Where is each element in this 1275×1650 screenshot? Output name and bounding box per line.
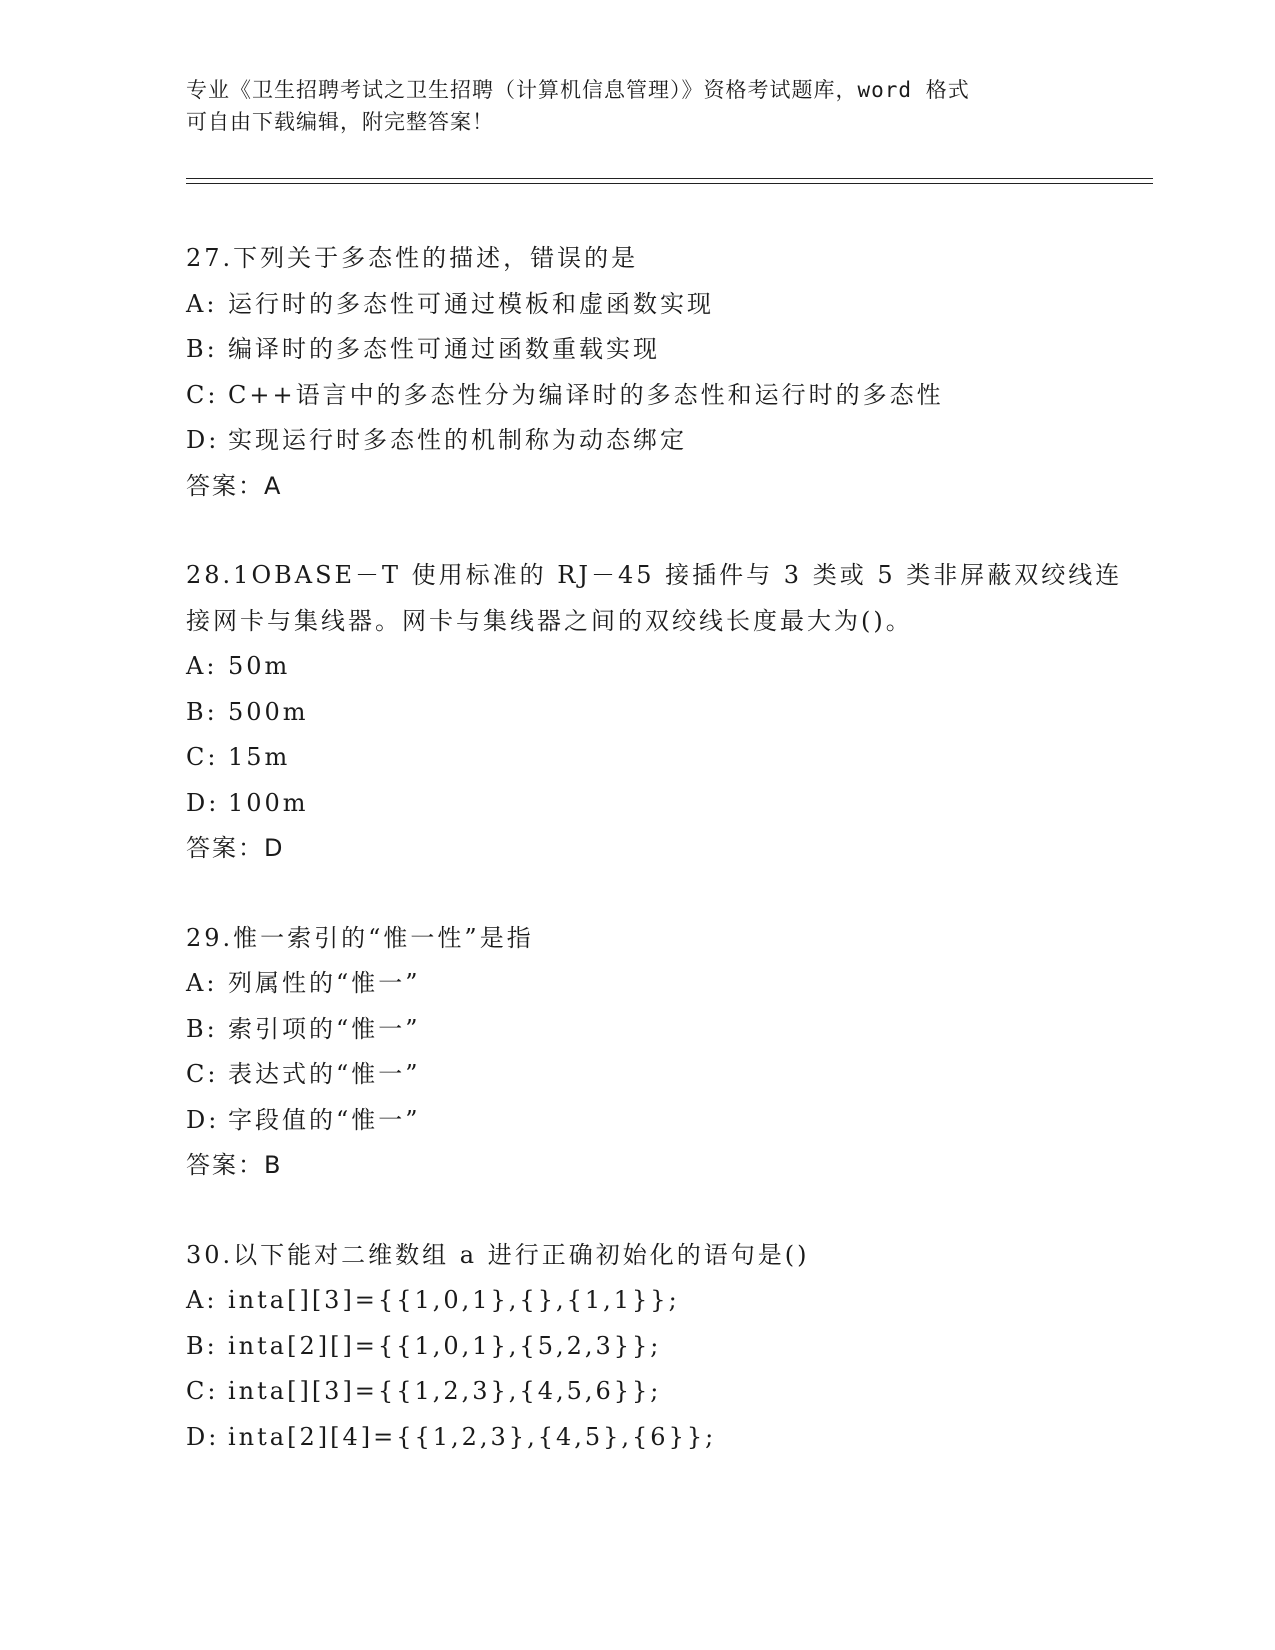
document-header [186, 74, 1086, 138]
option-letter: D: [186, 426, 220, 454]
option-text: 列属性的“惟一” [228, 969, 421, 997]
option-text: 索引项的“惟一” [228, 1014, 421, 1043]
option-letter: D: [186, 788, 220, 817]
option-text: 500m [228, 697, 309, 726]
option-text: 100m [228, 788, 309, 817]
option-text: 50m [228, 652, 291, 680]
option-letter: C: [186, 743, 219, 771]
option-letter: A: [186, 969, 218, 997]
option-text: 运行时的多态性可通过模板和虚函数实现 [228, 289, 714, 318]
question-29 [186, 916, 1186, 1189]
option-b[interactable] [186, 327, 1186, 373]
question-28 [186, 553, 1186, 872]
option-letter: A: [186, 652, 218, 680]
option-b[interactable] [186, 1324, 1186, 1370]
option-c[interactable] [186, 373, 1186, 419]
header-divider-bottom [186, 183, 1153, 184]
answer-label: 答案：B [186, 1151, 283, 1179]
option-letter: B: [186, 335, 218, 363]
question-30 [186, 1233, 1186, 1461]
option-letter: B: [186, 697, 218, 726]
option-text: 实现运行时多态性的机制称为动态绑定 [228, 426, 687, 454]
option-text: inta[2][4]={{1,2,3},{4,5},{6}}; [228, 1422, 717, 1451]
option-a[interactable] [186, 961, 1186, 1007]
option-letter: C: [186, 1060, 219, 1088]
option-text: 编译时的多态性可通过函数重载实现 [228, 335, 660, 363]
option-a[interactable] [186, 1278, 1186, 1324]
option-text: 表达式的“惟一” [228, 1060, 421, 1088]
option-d[interactable] [186, 1415, 1186, 1461]
option-d[interactable] [186, 1098, 1186, 1144]
answer-label: 答案：A [186, 471, 283, 500]
option-text: 15m [228, 743, 291, 771]
question-stem: 28.1OBASE－T 使用标准的 RJ－45 接插件与 3 类或 5 类非屏蔽双绞线连 [186, 561, 1123, 589]
question-stem-continued: 接网卡与集线器。网卡与集线器之间的双绞线长度最大为()。 [186, 606, 913, 635]
question-stem: 29.惟一索引的“惟一性”是指 [186, 923, 534, 952]
option-c[interactable] [186, 735, 1186, 781]
option-a[interactable] [186, 282, 1186, 328]
option-text: inta[][3]={{1,0,1},{},{1,1}}; [228, 1286, 680, 1314]
answer-label: 答案：D [186, 834, 285, 862]
option-letter: B: [186, 1331, 218, 1360]
option-b[interactable] [186, 1007, 1186, 1053]
option-d[interactable] [186, 418, 1186, 464]
option-c[interactable] [186, 1052, 1186, 1098]
option-letter: A: [186, 289, 218, 318]
option-letter: C: [186, 1377, 219, 1405]
option-letter: B: [186, 1014, 218, 1043]
header-line-1: 专业《卫生招聘考试之卫生招聘（计算机信息管理）》资格考试题库，word 格式 [186, 78, 970, 102]
option-letter: C: [186, 380, 219, 409]
option-text: C++语言中的多态性分为编译时的多态性和运行时的多态性 [228, 380, 944, 409]
option-text: inta[][3]={{1,2,3},{4,5,6}}; [228, 1377, 662, 1405]
option-c[interactable] [186, 1369, 1186, 1415]
option-d[interactable] [186, 781, 1186, 827]
option-letter: D: [186, 1105, 220, 1134]
option-a[interactable] [186, 644, 1186, 690]
option-letter: A: [186, 1286, 218, 1314]
option-text: inta[2][]={{1,0,1},{5,2,3}}; [228, 1331, 662, 1360]
option-text: 字段值的“惟一” [228, 1105, 421, 1134]
header-divider-top [186, 178, 1153, 179]
question-list [186, 236, 1186, 1504]
header-line-2: 可自由下载编辑，附完整答案！ [186, 110, 494, 134]
option-b[interactable] [186, 690, 1186, 736]
question-stem: 30.以下能对二维数组 a 进行正确初始化的语句是() [186, 1240, 810, 1269]
question-stem: 27.下列关于多态性的描述，错误的是 [186, 244, 639, 272]
question-27 [186, 236, 1186, 509]
option-letter: D: [186, 1422, 220, 1451]
